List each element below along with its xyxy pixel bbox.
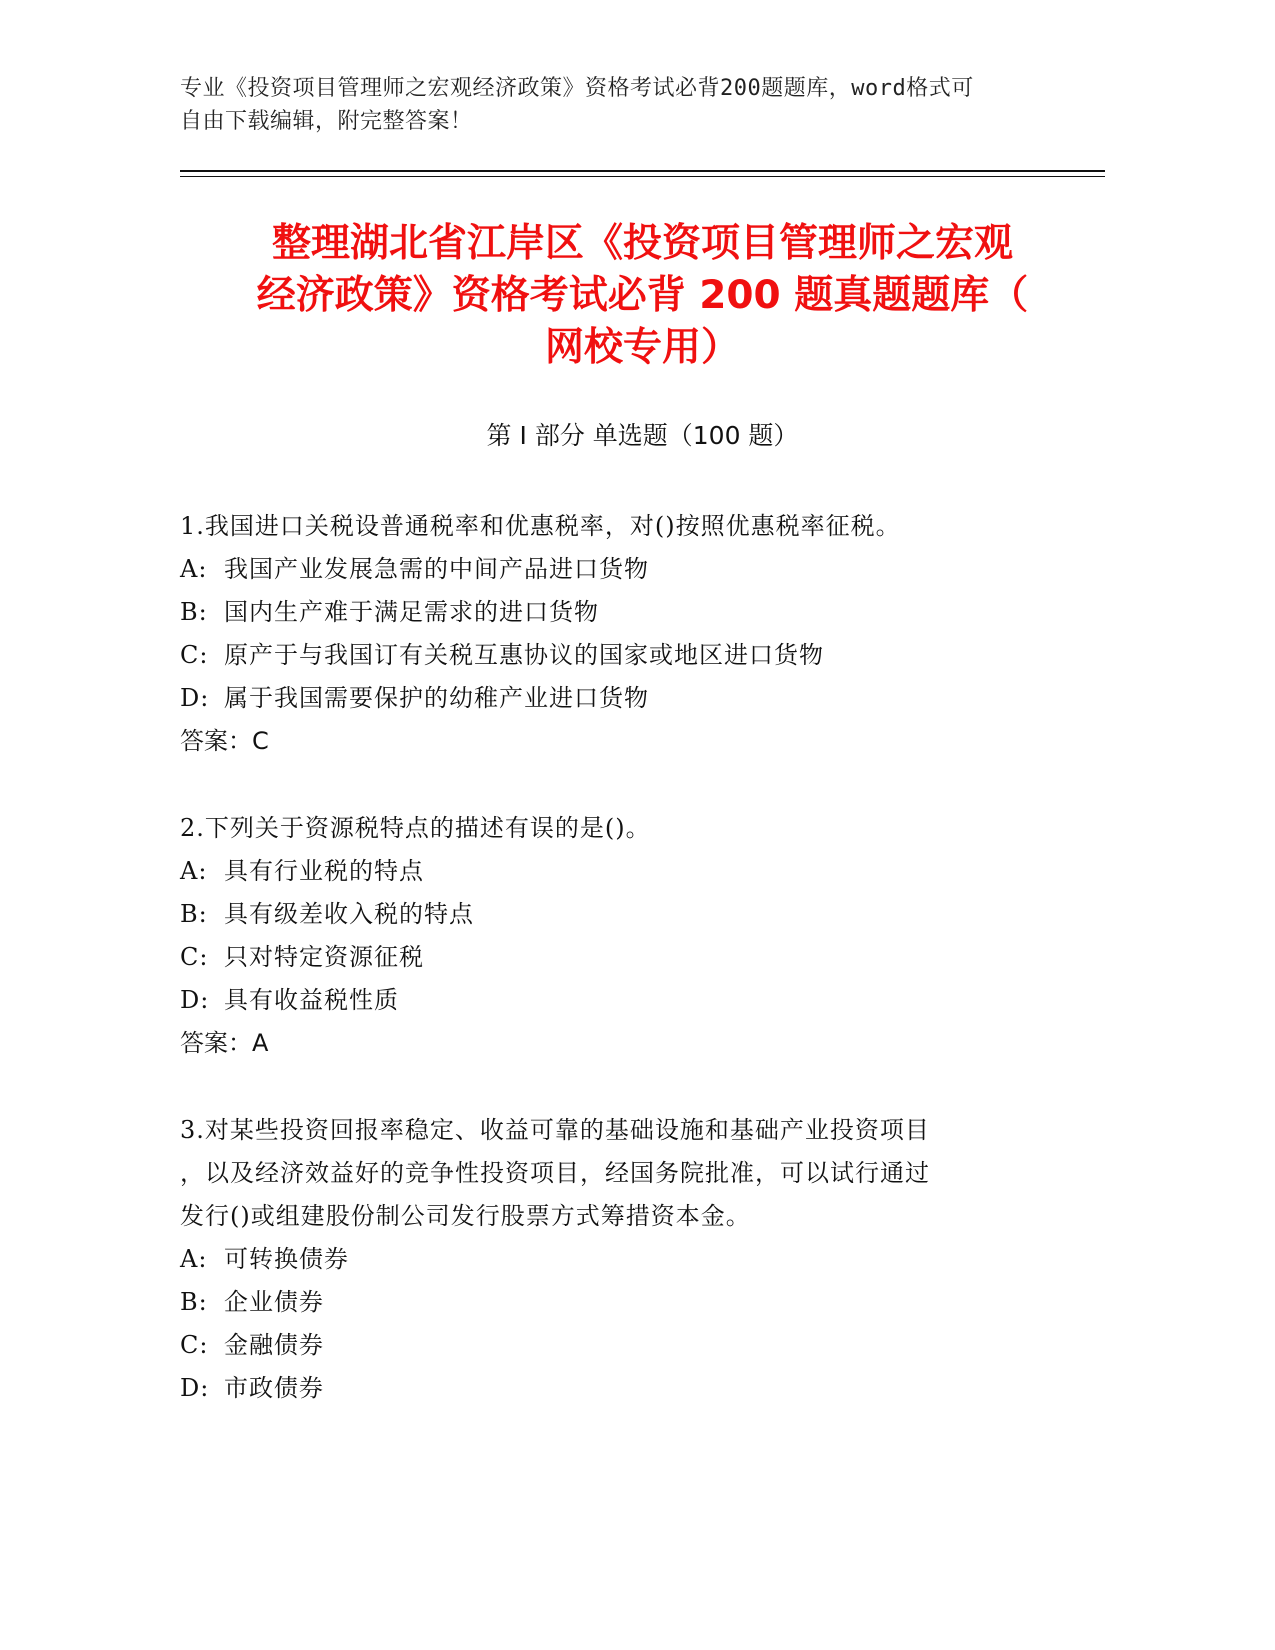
option-text: 金融债券 <box>224 1331 324 1359</box>
answer-label: 答案：C <box>180 727 269 755</box>
option-c <box>180 634 1060 677</box>
option-key: C: <box>180 1331 209 1359</box>
header-divider-thin <box>180 176 1105 177</box>
option-text: 市政债券 <box>224 1374 324 1402</box>
question-stem-line: 发行()或组建股份制公司发行股票方式筹措资本金。 <box>180 1202 751 1230</box>
header-note <box>180 72 1040 138</box>
document-title-line: 整理湖北省江岸区《投资项目管理师之宏观 <box>271 221 1013 266</box>
header-divider-thick <box>180 170 1105 172</box>
document-title-line: 网校专用） <box>544 325 740 370</box>
question-1 <box>180 505 1060 763</box>
option-text: 原产于与我国订有关税互惠协议的国家或地区进口货物 <box>224 641 824 669</box>
document-title <box>180 218 1105 374</box>
option-text: 具有级差收入税的特点 <box>224 900 474 928</box>
option-key: B: <box>180 900 208 928</box>
option-c <box>180 1324 1060 1367</box>
option-key: B: <box>180 1288 208 1316</box>
option-a <box>180 850 1060 893</box>
question-stem: 1.我国进口关税设普通税率和优惠税率，对()按照优惠税率征税。 <box>180 512 901 540</box>
question-list <box>180 505 1060 1454</box>
option-b <box>180 1281 1060 1324</box>
option-text: 属于我国需要保护的幼稚产业进口货物 <box>224 684 649 712</box>
option-key: A: <box>180 857 208 885</box>
option-a <box>180 1238 1060 1281</box>
option-a <box>180 548 1060 591</box>
option-key: D: <box>180 684 210 712</box>
answer-label: 答案：A <box>180 1029 269 1057</box>
question-3 <box>180 1109 1060 1410</box>
option-key: D: <box>180 1374 210 1402</box>
question-2 <box>180 807 1060 1065</box>
option-c <box>180 936 1060 979</box>
option-key: D: <box>180 986 210 1014</box>
option-key: B: <box>180 598 208 626</box>
option-key: A: <box>180 1245 208 1273</box>
document-title-line: 经济政策》资格考试必背 200 题真题题库（ <box>256 273 1029 318</box>
section-title: 第 I 部分 单选题（100 题） <box>486 421 799 450</box>
option-text: 具有行业税的特点 <box>224 857 424 885</box>
question-stem-line: 3.对某些投资回报率稳定、收益可靠的基础设施和基础产业投资项目 <box>180 1116 930 1144</box>
option-b <box>180 591 1060 634</box>
option-text: 具有收益税性质 <box>224 986 399 1014</box>
option-text: 国内生产难于满足需求的进口货物 <box>224 598 599 626</box>
option-key: A: <box>180 555 208 583</box>
question-stem: 2.下列关于资源税特点的描述有误的是()。 <box>180 814 651 842</box>
option-text: 只对特定资源征税 <box>224 943 424 971</box>
option-b <box>180 893 1060 936</box>
option-text: 我国产业发展急需的中间产品进口货物 <box>224 555 649 583</box>
header-note-line: 专业《投资项目管理师之宏观经济政策》资格考试必背200题题库，word格式可 <box>180 76 974 101</box>
option-text: 可转换债券 <box>224 1245 349 1273</box>
option-key: C: <box>180 943 209 971</box>
option-text: 企业债券 <box>224 1288 324 1316</box>
question-stem-line: ，以及经济效益好的竞争性投资项目，经国务院批准，可以试行通过 <box>180 1159 930 1187</box>
option-d <box>180 979 1060 1022</box>
option-key: C: <box>180 641 209 669</box>
option-d <box>180 1367 1060 1410</box>
option-d <box>180 677 1060 720</box>
header-note-line: 自由下载编辑，附完整答案！ <box>180 109 473 134</box>
